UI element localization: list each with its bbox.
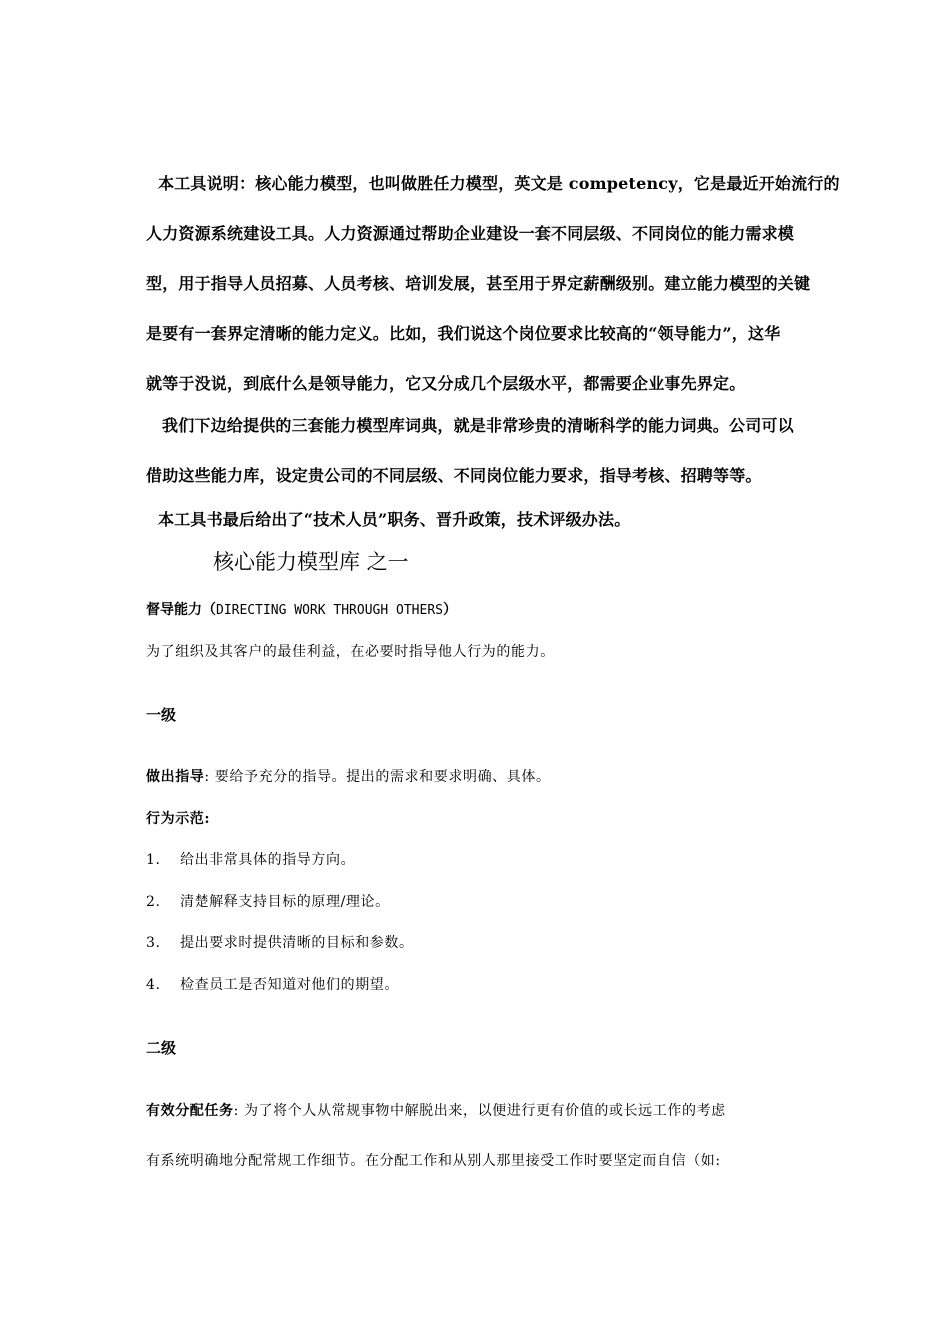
- list-number: 2.: [146, 894, 161, 910]
- level1-desc: : 要给予充分的指导。提出的需求和要求明确、具体。: [204, 769, 551, 785]
- level2-description-cont: 有系统明确地分配常规工作细节。在分配工作和从别人那里接受工作时要坚定而自信（如:: [146, 1153, 721, 1169]
- intro-p1-line1: 本工具说明：核心能力模型，也叫做胜任力模型，英文是 competency，它是最近开始流行的: [158, 174, 840, 193]
- list-text: 提出要求时提供清晰的目标和参数。: [180, 935, 414, 951]
- competency-definition: 为了组织及其客户的最佳利益，在必要时指导他人行为的能力。: [146, 644, 555, 660]
- list-item: [146, 974, 399, 994]
- library-title: 核心能力模型库 之一: [213, 550, 409, 574]
- intro-p3: 本工具书最后给出了“技术人员”职务、晋升政策，技术评级办法。: [158, 510, 631, 529]
- level1-examples-label: 行为示范:: [146, 811, 211, 827]
- list-number: 3.: [146, 935, 161, 951]
- intro-p1-line2: 人力资源系统建设工具。人力资源通过帮助企业建设一套不同层级、不同岗位的能力需求模: [146, 224, 795, 243]
- competency-name-en: DIRECTING WORK THROUGH OTHERS: [216, 603, 443, 618]
- list-number: 1.: [146, 852, 161, 868]
- list-text: 给出非常具体的指导方向。: [180, 852, 356, 868]
- list-item: [146, 849, 355, 869]
- intro-p1-line3: 型，用于指导人员招募、人员考核、培训发展，甚至用于界定薪酬级别。建立能力模型的关键: [146, 274, 811, 293]
- intro-p1-line4: 是要有一套界定清晰的能力定义。比如，我们说这个岗位要求比较高的“领导能力”，这华: [146, 324, 781, 343]
- level2-desc: : 为了将个人从常规事物中解脱出来，以便进行更有价值的或长远工作的考虑: [233, 1103, 726, 1119]
- competency-name-close: ）: [442, 602, 457, 618]
- level2-term: 有效分配任务: [146, 1103, 234, 1119]
- level1-term: 做出指导: [146, 769, 205, 785]
- list-text: 检查员工是否知道对他们的期望。: [180, 977, 399, 993]
- level2-description: [146, 1100, 726, 1120]
- competency-name-cn: 督导能力（: [146, 602, 216, 618]
- list-item: [146, 932, 414, 952]
- level1-description: [146, 766, 551, 786]
- list-item: [146, 891, 390, 911]
- list-text: 清楚解释支持目标的原理/理论。: [180, 894, 390, 910]
- list-number: 4.: [146, 977, 161, 993]
- intro-p2-line1: 我们下边给提供的三套能力模型库词典，就是非常珍贵的清晰科学的能力词典。公司可以: [162, 416, 794, 435]
- level1-label: 一级: [146, 706, 177, 724]
- level2-label: 二级: [146, 1039, 177, 1057]
- intro-p2-line2: 借助这些能力库，设定贵公司的不同层级、不同岗位能力要求，指导考核、招聘等等。: [146, 466, 762, 485]
- competency-heading: [146, 599, 457, 619]
- intro-p1-line5: 就等于没说，到底什么是领导能力，它又分成几个层级水平，都需要企业事先界定。: [146, 374, 746, 393]
